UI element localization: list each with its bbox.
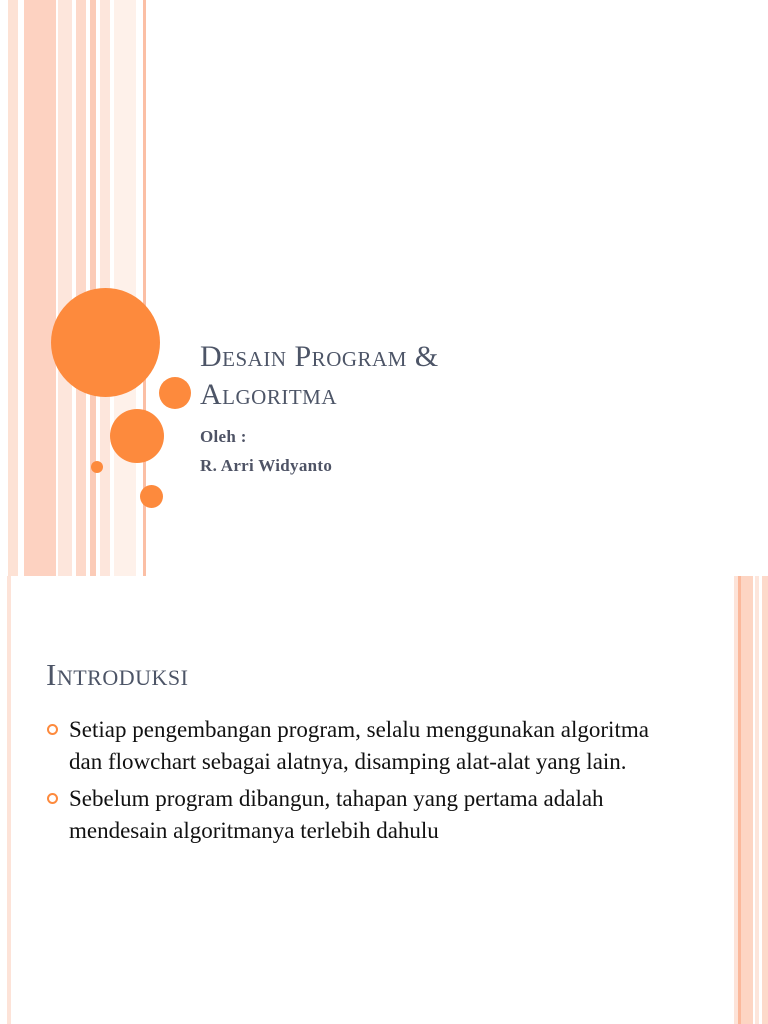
decorative-stripe [24, 0, 56, 576]
decorative-circle [51, 288, 160, 397]
content-slide [0, 576, 768, 1024]
decorative-stripe [762, 576, 768, 1024]
bullet-text: Sebelum program dibangun, tahapan yang pertama adalah mendesain algoritmanya terlebih dahulu [69, 786, 604, 843]
decorative-stripe [7, 576, 11, 1024]
decorative-stripe [8, 0, 18, 576]
decorative-stripe [76, 0, 86, 576]
bullet-list [46, 714, 686, 852]
bullet-text: Setiap pengembangan program, selalu menggunakan algoritma dan flowchart sebagai alatnya, disamping alat-alat yang lain. [69, 717, 649, 774]
slide-title-line1: Desain Program & [200, 340, 439, 373]
decorative-circle [159, 377, 191, 409]
circle-bullet-icon [47, 724, 58, 735]
author-label: Oleh : [200, 427, 247, 446]
author-name: R. Arri Widyanto [200, 456, 333, 475]
slide-title-line2: Algoritma [200, 378, 337, 411]
slide-title [200, 338, 439, 414]
decorative-stripe [114, 0, 136, 576]
bullet-item [46, 714, 686, 777]
bullet-item [46, 783, 686, 846]
circle-bullet-icon [47, 793, 58, 804]
decorative-stripe [741, 576, 753, 1024]
decorative-stripe [755, 576, 759, 1024]
decorative-circle [91, 461, 103, 473]
decorative-circle [110, 409, 164, 463]
slide-title: Introduksi [46, 657, 189, 692]
decorative-circle [140, 485, 163, 508]
decorative-stripe [58, 0, 72, 576]
